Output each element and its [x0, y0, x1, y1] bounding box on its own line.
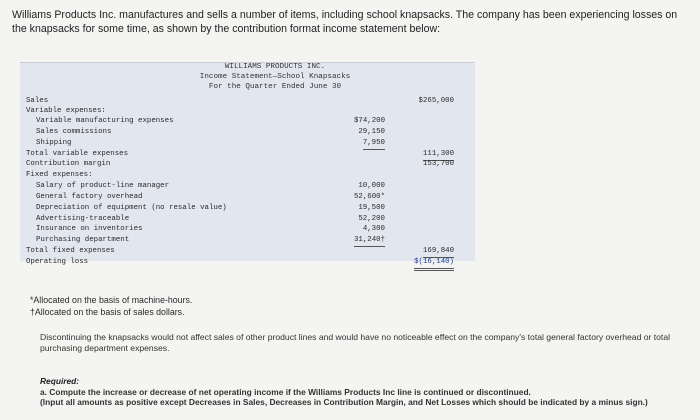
statement-row: Sales $265,000: [26, 97, 454, 105]
statement-row: Variable expenses:: [26, 107, 106, 115]
statement-row: Advertising-traceable 52,200: [36, 215, 385, 223]
required-section: [40, 376, 690, 408]
statement-row: Total variable expenses 111,300: [26, 149, 471, 160]
footnote-machine-hours: *Allocated on the basis of machine-hours.: [30, 295, 193, 305]
statement-period: For the Quarter Ended June 30: [208, 83, 342, 91]
statement-row: General factory overhead 52,600*: [36, 193, 385, 201]
discontinue-note: Discontinuing the knapsacks would not affect sales of other product lines and would have no noticeable effect on the company's total general factory overhead or total purchasing department expenses.: [40, 332, 671, 353]
statement-row: Total fixed expenses 169,840: [26, 246, 471, 257]
statement-row: Salary of product-line manager 10,000: [36, 182, 385, 190]
statement-row: Contribution margin 153,700: [26, 160, 454, 168]
problem-intro: Williams Products Inc. manufactures and sells a number of items, including school knapsacks. The company has been experiencing losses on the knapsacks for some time, as shown by the contribution format income statement below:: [12, 9, 678, 35]
statement-title: Income Statement—School Knapsacks: [199, 73, 351, 81]
statement-row: Operating loss $(16,140): [26, 257, 471, 268]
required-item-a: a. Compute the increase or decrease of net operating income if the Williams Products Inc line is continued or discontinued.: [40, 386, 531, 397]
statement-row: Depreciation of equipment (no resale value) 19,500: [36, 204, 385, 212]
statement-row: Shipping 7,950: [26, 138, 471, 149]
statement-heading: [150, 62, 400, 92]
required-instruction: (Input all amounts as positive except Decreases in Sales, Decreases in Contribution Margin, and Net Losses which should be indicated by a minus sign.): [40, 397, 648, 407]
statement-row: Insurance on inventories 4,300: [36, 225, 385, 233]
statement-row: Variable manufacturing expenses $74,200: [36, 117, 385, 125]
statement-row: Sales commissions 29,150: [36, 128, 385, 136]
footnote-sales-dollars: †Allocated on the basis of sales dollars.: [30, 307, 185, 317]
statement-row: Purchasing department 31,240†: [26, 235, 471, 246]
required-heading: Required:: [40, 376, 80, 386]
statement-row: Fixed expenses:: [26, 171, 93, 179]
company-name: WILLIAMS PRODUCTS INC.: [224, 63, 326, 71]
